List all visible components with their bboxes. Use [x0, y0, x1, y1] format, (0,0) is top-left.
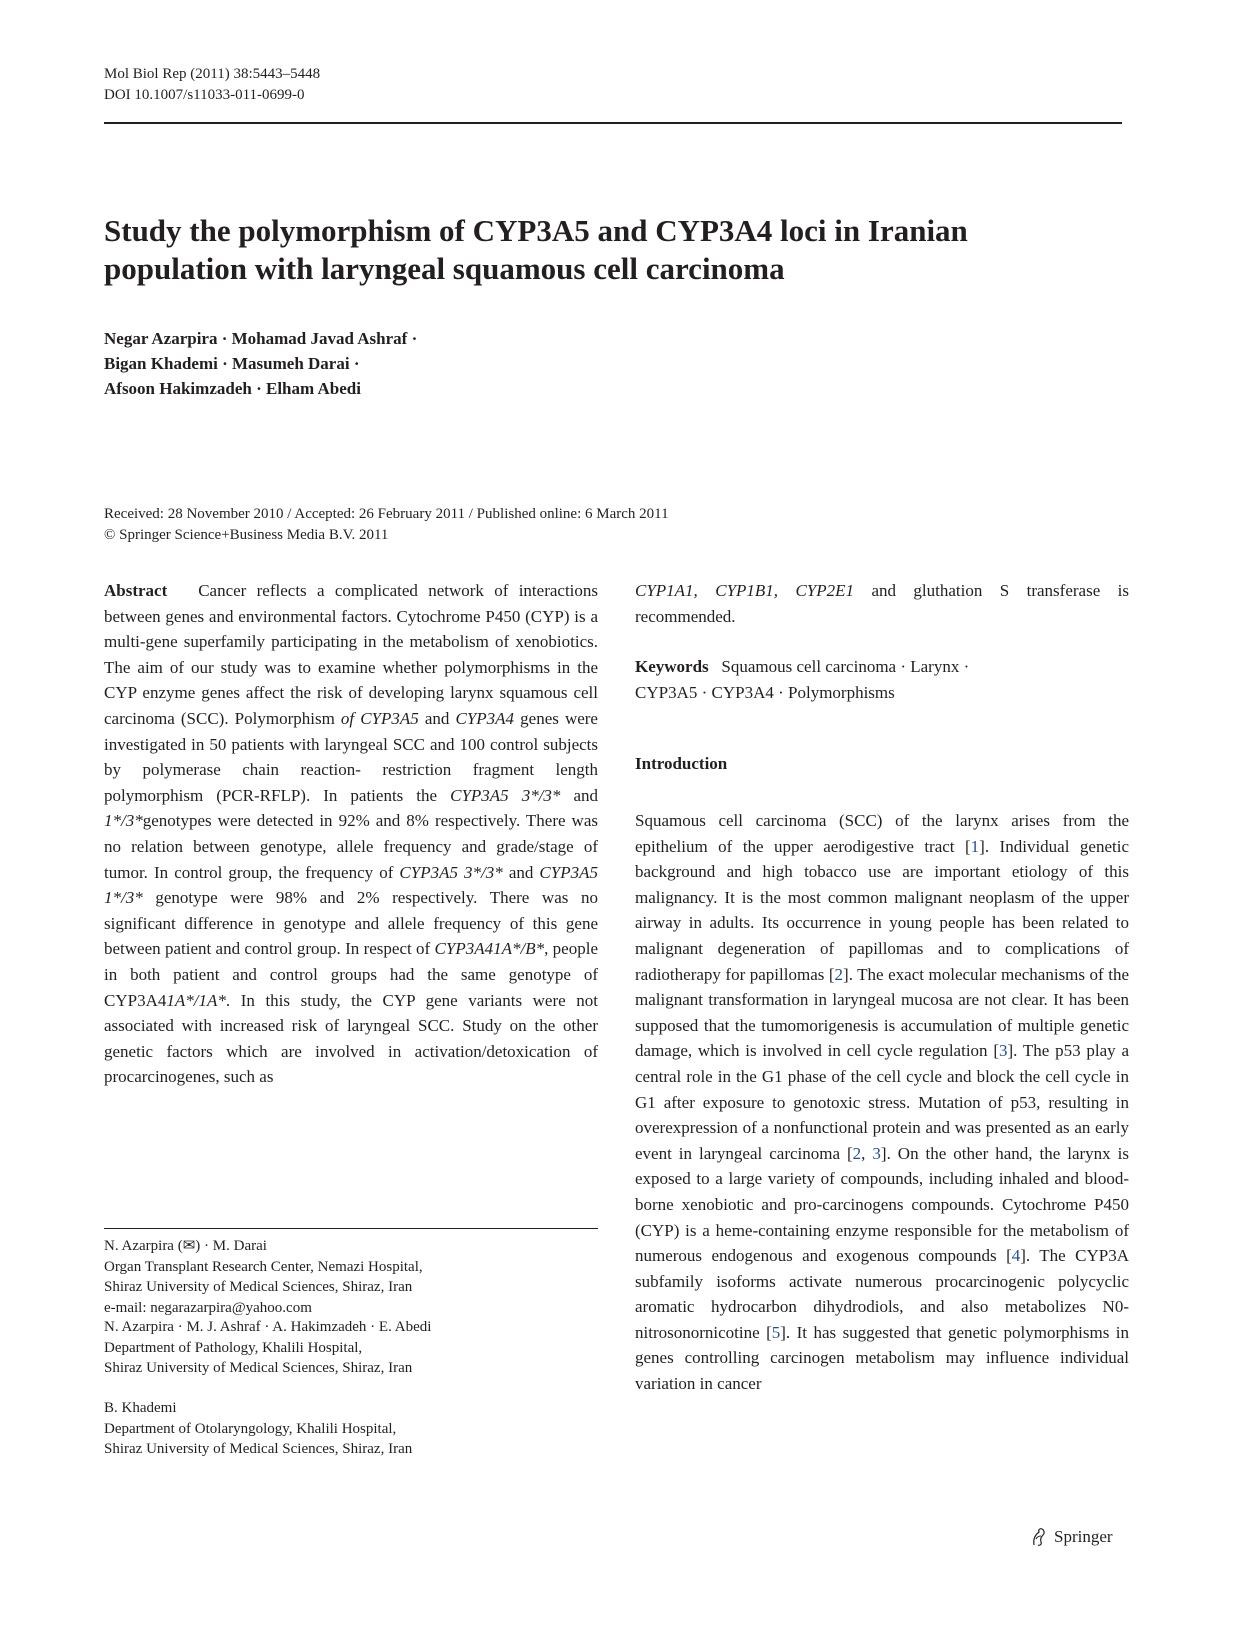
publisher-logo [1030, 1527, 1113, 1547]
affiliation-1: N. Azarpira (✉) · M. Darai Organ Transplant Research Center, Nemazi Hospital, Shiraz University of Medical Sciences, Shiraz, Iran e-mail: negarazarpira@yahoo.com [104, 1236, 423, 1318]
citation-link[interactable]: 3 [872, 1143, 881, 1163]
author-list: Negar Azarpira · Mohamad Javad Ashraf · Bigan Khademi · Masumeh Darai · Afsoon Hakimzadeh · Elham Abedi [104, 329, 418, 398]
copyright-line: © Springer Science+Business Media B.V. 2011 [104, 527, 389, 543]
abstract: Abstract Cancer reflects a complicated network of interactions between genes and environmental factors. Cytochrome P450 (CYP) is a multi-gene superfamily participating in the metabolism of xenobiotics. The aim of our study was to examine whether polymorphisms in the CYP enzyme genes affect the risk of developing larynx squamous cell carcinoma (SCC). Polymorphism of CYP3A5 and CYP3A4 genes were investigated in 50 patients with laryngeal SCC and 100 control subjects by polymerase chain reaction- restriction fragment length polymorphism (PCR-RFLP). In patients the CYP3A5 3*/3* and 1*/3*genotypes were detected in 92% and 8% respectively. There was no relation between genotype, allele frequency and grade/stage of tumor. In control group, the frequency of CYP3A5 3*/3* and CYP3A5 1*/3* genotype were 98% and 2% respectively. There was no significant difference in genotype and allele frequency of this gene between patient and control group. In respect of CYP3A41A*/B*, people in both patient and control groups had the same genotype of CYP3A41A*/1A*. In this study, the CYP gene variants were not associated with increased risk of laryngeal SCC. Study on the other genetic factors which are involved in activation/detoxication of procarcinogenes, such as [104, 581, 599, 1087]
introduction-body: Squamous cell carcinoma (SCC) of the larynx arises from the epithelium of the upper aerodigestive tract [1]. Individual genetic background and high tobacco use are important etiology of this malignancy. It is the most common malignant neoplasm of the upper airway in adults. Its occurrence in young people has been related to malignant degeneration of papillomas and to complications of radiotherapy for papillomas [2]. The exact molecular mechanisms of the malignant transformation in laryngeal mucosa are not clear. It has been supposed that the tumomorigenesis is accumulation of multiple genetic damage, which is involved in cell cycle regulation [3]. The p53 play a central role in the G1 phase of the cell cycle and block the cell cycle in G1 after exposure to genotoxic stress. Mutation of p53, resulting in overexpression of a nonfunctional protein and was presented as an early event in laryngeal carcinoma [2, 3]. On the other hand, the larynx is exposed to a large variety of compounds, including inhaled and blood-borne xenobiotic and pro-carcinogens compounds. Cytochrome P450 (CYP) is a heme-containing enzyme responsible for the metabolism of numerous endogenous and exogenous compounds [4]. The CYP3A subfamily isoforms activate numerous procarcinogenic polycyclic aromatic hydrocarbon dihydrodiols, and also metabolizes N0-nitrosonornicotine [5]. It has suggested that genetic polymorphisms in genes controlling carcinogen metabolism may influence individual variation in cancer [635, 811, 1130, 1394]
email-link[interactable]: e-mail: negarazarpira@yahoo.com [104, 1299, 312, 1316]
citation-link[interactable]: 4 [1011, 1246, 1021, 1266]
affiliation-2: N. Azarpira · M. J. Ashraf · A. Hakimzadeh · E. Abedi Department of Pathology, Khalili Hospital, Shiraz University of Medical Sciences, Shiraz, Iran [104, 1319, 432, 1376]
citation-link[interactable]: 2 [852, 1143, 862, 1163]
springer-horse-icon [1030, 1527, 1048, 1547]
publication-dates [104, 504, 669, 546]
keywords: Keywords Squamous cell carcinoma · Larynx · CYP3A5 · CYP3A4 · Polymorphisms [635, 657, 970, 702]
keywords-label: Keywords [635, 657, 709, 676]
paper-title: Study the polymorphism of CYP3A5 and CYP3A4 loci in Iranian population with laryngeal squamous cell carcinoma [104, 213, 968, 286]
abstract-label: Abstract [104, 581, 168, 600]
publisher-name: Springer [1054, 1527, 1113, 1546]
citation-link[interactable]: 2 [834, 964, 844, 984]
abstract-continued: CYP1A1, CYP1B1, CYP2E1 and gluthation S transferase is recommended. [635, 581, 1130, 626]
citation-link[interactable]: 1 [970, 836, 980, 856]
journal-header [104, 64, 320, 106]
affiliation-3: B. Khademi Department of Otolaryngology, Khalili Hospital, Shiraz University of Medical Sciences, Shiraz, Iran [104, 1400, 413, 1457]
footnote-rule [104, 1228, 598, 1229]
header-rule [104, 122, 1122, 124]
received-line: Received: 28 November 2010 / Accepted: 26 February 2011 / Published online: 6 March 2011 [104, 506, 669, 522]
journal-citation: Mol Biol Rep (2011) 38:5443–5448 [104, 66, 321, 82]
citation-link[interactable]: 3 [999, 1041, 1008, 1061]
doi: DOI 10.1007/s11033-011-0699-0 [104, 87, 305, 103]
section-heading-introduction: Introduction [635, 754, 728, 773]
citation-link[interactable]: 5 [771, 1322, 781, 1342]
